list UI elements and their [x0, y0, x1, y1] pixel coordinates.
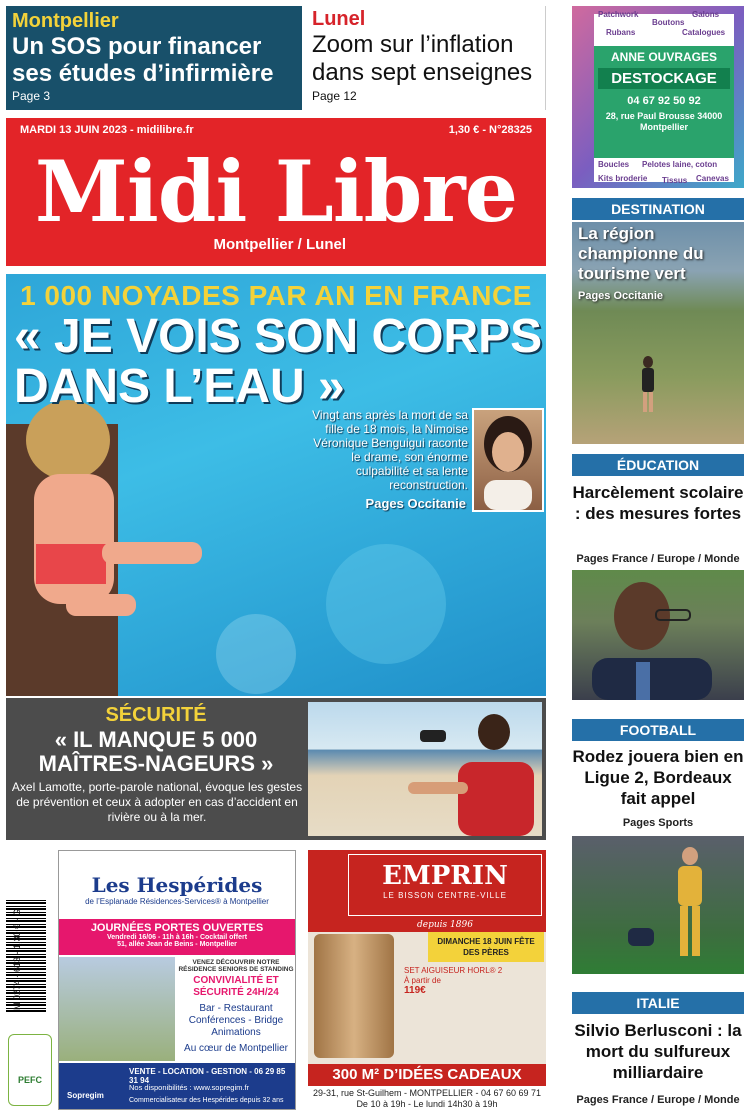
football-player-figure: [572, 836, 744, 974]
destination-story[interactable]: [572, 222, 744, 444]
football-photo: [572, 836, 744, 974]
ad-footer-line: VENTE - LOCATION - GESTION - 06 29 85 31 94: [129, 1067, 286, 1085]
teaser-page: Page 12: [312, 89, 357, 103]
edition-name: Montpellier / Lunel: [213, 236, 346, 253]
education-headline[interactable]: Harcèlement scolaire : des mesures fortes: [572, 483, 744, 523]
fete-banner: DIMANCHE 18 JUIN FÊTE DES PÈRES: [428, 932, 544, 962]
section-label-education: ÉDUCATION: [572, 454, 744, 476]
pefc-logo: PEFC: [8, 1034, 52, 1106]
jpo-line: Vendredi 16/06 - 11h à 16h - Cocktail offert: [106, 934, 248, 941]
story-summary: Vingt ans après la mort de sa fille de 18 mois, la Nimoise Véronique Benguigui raconte le drame, son énorme culpabilité et sa lente reconstruction.: [312, 408, 468, 492]
education-source: Pages France / Europe / Monde: [576, 553, 740, 565]
newspaper-logo: Midi Libre: [34, 142, 518, 241]
teaser-headline: Un SOS pour financer ses études d’infirmière: [12, 33, 274, 87]
emprin-logo: [348, 854, 542, 916]
lifeguard-photo: [308, 702, 542, 836]
teaser-kicker: Lunel: [312, 8, 366, 30]
teaser-headline: Zoom sur l’inflation dans sept enseignes: [312, 31, 533, 86]
teaser-page: Page 3: [12, 89, 51, 103]
portrait-figure: [474, 410, 542, 510]
sopregim-logo: Sopregim: [67, 1091, 104, 1100]
story-headline: « JE VOIS SON CORPS DANS L’EAU »: [14, 310, 543, 413]
barcode-text: M 0274 - 613 - 1,30 € - G: [12, 908, 22, 1010]
main-story[interactable]: [6, 274, 546, 696]
ad-word: Patchwork: [598, 10, 639, 19]
ad-word: Boutons: [652, 18, 685, 27]
ad-hesperides[interactable]: [58, 850, 296, 1110]
emprin-since: depuis 1896: [417, 920, 473, 930]
ad-open-days: [59, 919, 295, 955]
offer-name: SET AIGUISEUR HORL® 2: [404, 966, 503, 975]
security-story[interactable]: [6, 698, 546, 840]
lifeguard-figure: [308, 702, 542, 836]
italie-source: Pages France / Europe / Monde: [576, 1094, 740, 1106]
ad-word: Pelotes laine, coton: [642, 160, 718, 169]
ad-word: Boucles: [598, 160, 630, 169]
offer-price: 119€: [404, 985, 426, 996]
section-label-destination: DESTINATION: [572, 198, 744, 220]
ad-feature: CONVIVIALITÉ ET SÉCURITÉ 24H/24: [193, 975, 279, 998]
ad-address: 28, rue Paul Brousse 34000 Montpellier: [605, 111, 723, 132]
destination-headline: La région championne du tourisme vert: [578, 224, 704, 283]
ad-phone: 04 67 92 50 92: [627, 95, 701, 107]
football-source: Pages Sports: [622, 817, 694, 829]
emprin-street: 29-31, rue St-Guilhem - MONTPELLIER - 04 67 60 69 71: [312, 1088, 542, 1098]
jpo-line: 51, allée Jean de Beins - Montpellier: [117, 941, 237, 948]
section-label-football: FOOTBALL: [572, 719, 744, 741]
offer: [404, 966, 544, 996]
emprin-name: EMPRIN: [382, 861, 508, 891]
ad-name: ANNE OUVRAGES: [610, 50, 717, 64]
italie-headline[interactable]: Silvio Berlusconi : la mort du sulfureux milliardaire: [574, 1021, 742, 1082]
teaser-kicker: Montpellier: [12, 10, 119, 32]
ad-main-block: [594, 46, 734, 158]
hiker-figure: [572, 222, 744, 444]
ad-invite: VENEZ DÉCOUVRIR NOTRE RÉSIDENCE SENIORS DE STANDING: [178, 959, 294, 973]
security-headline: « IL MANQUE 5 000 MAÎTRES-NAGEURS »: [38, 727, 274, 776]
emprin-hours: De 10 à 19h - Le lundi 14h30 à 19h: [356, 1099, 498, 1109]
ad-brand-sub: de l’Esplanade Résidences-Services® à Montpellier: [85, 897, 269, 906]
emprin-tag: LE BISSON CENTRE-VILLE: [383, 891, 507, 900]
ad-anne-ouvrages[interactable]: [572, 6, 744, 188]
section-label-italie: ITALIE: [572, 992, 744, 1014]
ad-footer: [59, 1063, 295, 1110]
ad-info: [177, 959, 295, 1055]
teaser-montpellier[interactable]: [6, 6, 302, 110]
ad-word: Canevas: [696, 174, 729, 183]
portrait-photo: [472, 408, 544, 512]
sharpener-photo: [314, 934, 394, 1058]
ad-word: Galons: [692, 10, 720, 19]
story-deck: 1 000 NOYADES PAR AN EN FRANCE: [20, 280, 532, 311]
jpo-title: JOURNÉES PORTES OUVERTES: [90, 922, 264, 934]
emprin-address: [308, 1086, 546, 1112]
ad-destockage: DESTOCKAGE: [598, 68, 730, 89]
ad-feature: Au cœur de Montpellier: [184, 1043, 288, 1054]
dateline: MARDI 13 JUIN 2023 - midilibre.fr: [20, 124, 194, 136]
destination-source: Pages Occitanie: [578, 290, 663, 302]
minister-figure: [572, 570, 744, 700]
ad-word: Rubans: [606, 28, 636, 37]
issue-price: 1,30 € - N°28325: [448, 124, 532, 136]
ad-word: Tissus: [662, 176, 688, 185]
ad-word: Catalogues: [682, 28, 726, 37]
ad-brand: Les Hespérides: [91, 873, 263, 897]
security-body: Axel Lamotte, porte-parole national, évoque les gestes de prévention et ceux à adopter en cas d’accident en rivière ou à la mer.: [11, 780, 303, 824]
security-kicker: SÉCURITÉ: [105, 704, 207, 726]
offer-from: À partir de: [404, 976, 441, 985]
ad-word: Kits broderie: [598, 174, 648, 183]
teaser-lunel[interactable]: [306, 6, 546, 110]
ad-emprin[interactable]: [308, 850, 546, 1112]
story-source: Pages Occitanie: [365, 496, 466, 511]
ad-footer-line: Nos disponibilités : www.sopregim.fr: [129, 1083, 250, 1092]
football-headline[interactable]: Rodez jouera bien en Ligue 2, Bordeaux fait appel: [572, 747, 744, 808]
education-photo: [572, 570, 744, 700]
ad-feature: Bar - Restaurant Conférences - Bridge Animations: [188, 1003, 284, 1038]
masthead: [6, 118, 546, 266]
ad-footer-line: Commercialisateur des Hespérides depuis 32 ans: [129, 1097, 284, 1104]
residence-photo: [59, 957, 175, 1061]
emprin-slogan: 300 M² D’IDÉES CADEAUX: [332, 1066, 522, 1083]
